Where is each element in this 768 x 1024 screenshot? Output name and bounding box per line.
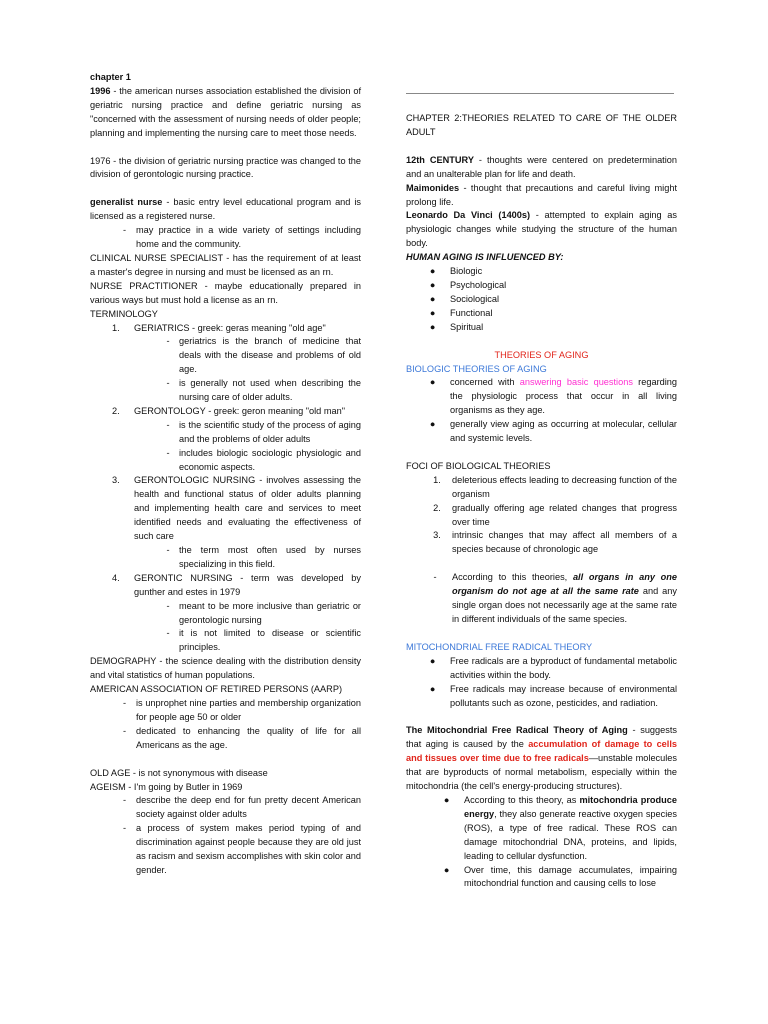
paragraph-1996: 1996 - the american nurses association established the division of geriatric nursing practice and define geriatric nursing as "concerned with the assessment of nursing needs of older people; planning and implementing the nursing care to meet those needs. <box>90 85 361 138</box>
list-item: ● According to this theory, as mitochondria produce energy, they also generate reactive oxygen species (ROS), a type of free radical. These ROS can damage mitochondrial DNA, proteins, and lipids, leading to cellular dysfunction. <box>443 794 677 861</box>
list-item: ● Biologic <box>429 266 483 277</box>
list-item: 3. intrinsic changes that may affect all members of a species because of chronologic age <box>433 530 677 555</box>
aging-influences-heading: HUMAN AGING IS INFLUENCED BY: <box>406 252 564 263</box>
list-item: - is the scientific study of the process of aging and the problems of older adults <box>166 419 361 444</box>
twelfth-century: 12th CENTURY - thoughts were centered on predetermination and an unalterable plan for life and death. <box>406 154 677 179</box>
list-item: ● Psychological <box>429 279 507 290</box>
list-item: ● Free radicals are a byproduct of fundamental metabolic activities within the body. <box>429 655 677 680</box>
list-item: - According to this theories, all organs in any one organism do not age at all the same rate and any single organ does not necessarily age at the same rate in different individuals of the same species. <box>433 572 677 624</box>
list-item: 2. gradually offering age related changes that progress over time <box>433 502 677 527</box>
foci-heading: FOCI OF BIOLOGICAL THEORIES <box>406 460 551 471</box>
mfrt-paragraph: The Mitochondrial Free Radical Theory of Aging - suggests that aging is caused by the accumulation of damage to cells and tissues over time due to free radicals—unstable molecules that are byproducts of normal metabolism, especially within the mitochondria (the cell's energy-producing structures). <box>406 725 677 792</box>
list-item: ● Free radicals may increase because of environmental pollutants such as ozone, pesticides, and radiation. <box>429 683 677 708</box>
list-item: ● concerned with answering basic questions regarding the physiologic process that occur in all living organisms as they age. <box>429 377 677 416</box>
list-item: ● generally view aging as occurring at molecular, cellular and systemic levels. <box>429 419 677 444</box>
list-item: ● Functional <box>429 307 493 318</box>
theories-of-aging-heading: THEORIES OF AGING <box>494 349 589 360</box>
left-column <box>90 71 361 878</box>
year-1996: 1996 <box>90 85 111 96</box>
nurse-practitioner: NURSE PRACTITIONER - maybe educationally prepared in various ways but must hold a license as an rn. <box>90 280 361 305</box>
chapter-1-heading: chapter 1 <box>90 72 131 82</box>
list-item: 2. GERONTOLOGY - greek: geron meaning "old man" <box>112 405 345 416</box>
ageism: AGEISM - I'm going by Butler in 1969 <box>90 781 243 792</box>
list-item: - is unprophet nine parties and membership organization for people age 50 or older <box>122 697 361 722</box>
list-item: - it is not limited to disease or scientific principles. <box>166 628 361 653</box>
list-item: ● Spiritual <box>429 321 484 332</box>
list-item: 3. GERONTOLOGIC NURSING - involves assessing the health and functional status of older adults planning and implementing health care and services to meet identified needs and evaluating the effectiveness of such care <box>112 475 361 542</box>
terminology-heading: TERMINOLOGY <box>90 308 158 319</box>
paragraph-1976: 1976 - the division of geriatric nursing practice was changed to the division of gerontologic nursing practice. <box>90 155 361 180</box>
list-item: 4. GERONTIC NURSING - term was developed by gunther and estes in 1979 <box>112 572 361 597</box>
biologic-theories-heading: BIOLOGIC THEORIES OF AGING <box>406 363 547 374</box>
clinical-nurse-specialist: CLINICAL NURSE SPECIALIST - has the requirement of at least a master's degree in nursing and must be licensed as an rn. <box>90 252 361 277</box>
list-item: - is generally not used when describing the nursing care of older adults. <box>166 378 361 403</box>
list-item: - a process of system makes period typing of and discrimination against people because they are old just as racism and sexism accomplishes with skin color and gender. <box>122 823 361 875</box>
list-item: - dedicated to enhancing the quality of life for all Americans as the age. <box>122 725 361 750</box>
generalist-nurse: generalist nurse - basic entry level educational program and is licensed as a registered nurse. <box>90 197 361 222</box>
list-item: - includes biologic sociologic physiologic and economic aspects. <box>166 447 361 472</box>
demography: DEMOGRAPHY - the science dealing with the distribution density and vital statistics of human populations. <box>90 656 361 681</box>
list-item: 1. deleterious effects leading to decreasing function of the organism <box>433 474 677 499</box>
leonardo-da-vinci: Leonardo Da Vinci (1400s) - attempted to explain aging as physiologic changes while studying the structure of the human body. <box>406 210 677 249</box>
mitochondrial-heading: MITOCHONDRIAL FREE RADICAL THEORY <box>406 641 593 652</box>
list-item: - describe the deep end for fun pretty decent American society against older adults <box>122 795 361 820</box>
chapter-2-heading: CHAPTER 2:THEORIES RELATED TO CARE OF THE OLDER ADULT <box>406 113 677 137</box>
right-column <box>406 86 677 891</box>
list-item: 1. GERIATRICS - greek: geras meaning "old age" <box>112 322 326 333</box>
aarp-heading: AMERICAN ASSOCIATION OF RETIRED PERSONS (AARP) <box>90 684 343 695</box>
list-item: ● Sociological <box>429 293 500 304</box>
list-item: - may practice in a wide variety of settings including home and the community. <box>122 225 361 250</box>
list-item: ● Over time, this damage accumulates, impairing mitochondrial function and causing cells to lose <box>443 864 677 889</box>
list-item: - meant to be more inclusive than geriatric or gerontologic nursing <box>166 600 361 625</box>
list-item: - geriatrics is the branch of medicine that deals with the disease and problems of old age. <box>166 336 361 375</box>
maimonides: Maimonides - thought that precautions and careful living might prolong life. <box>406 182 677 207</box>
list-item: - the term most often used by nurses specializing in this field. <box>166 545 361 569</box>
old-age: OLD AGE - is not synonymous with disease <box>90 767 268 778</box>
